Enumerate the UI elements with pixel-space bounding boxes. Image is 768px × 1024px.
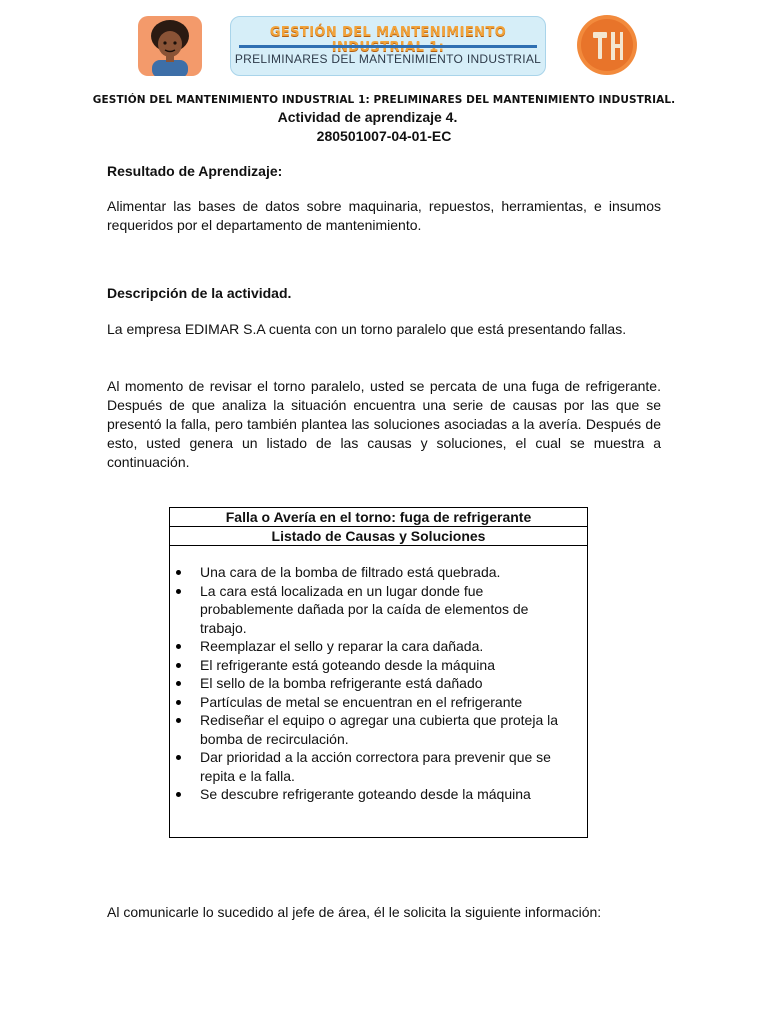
list-item: Se descubre refrigerante goteando desde la máquina — [200, 785, 587, 804]
description-heading: Descripción de la actividad. — [107, 285, 292, 301]
banner-divider — [239, 45, 537, 48]
list-item: Dar prioridad a la acción correctora para prevenir que se repita e la falla. — [200, 748, 587, 785]
learning-outcome-heading: Resultado de Aprendizaje: — [107, 163, 283, 179]
table-body — [170, 546, 587, 837]
list-item: La cara está localizada en un lugar donde fue probablemente dañada por la caída de elementos de trabajo. — [200, 582, 587, 638]
banner-title-top: GESTIÓN DEL MANTENIMIENTO — [269, 25, 507, 40]
list-item: Rediseñar el equipo o agregar una cubierta que proteja la bomba de recirculación. — [200, 711, 587, 748]
description-paragraph-1: La empresa EDIMAR S.A cuenta con un torno paralelo que está presentando fallas. — [107, 321, 627, 337]
learning-outcome-text: Alimentar las bases de datos sobre maquinaria, repuestos, herramientas, e insumos requeridos por el departamento de mantenimiento. — [107, 198, 661, 233]
list-item: Reemplazar el sello y reparar la cara dañada. — [200, 637, 587, 656]
document-header: GESTIÓN DEL MANTENIMIENTO INDUSTRIAL 1: PRELIMINARES DEL MANTENIMIENTO INDUSTRIAL. — [92, 94, 676, 106]
table-header-failure: Falla o Avería en el torno: fuga de refrigerante — [170, 508, 587, 527]
tools-logo-icon — [576, 14, 638, 76]
description-paragraph-2: Al momento de revisar el torno paralelo, usted se percata de una fuga de refrigerante. Después de que analiza la situación encuentra una serie de causas por las que se presentó la falla, pero también plantea las soluciones asociadas a la avería. Después de esto, usted genera un listado de las causas y soluciones, el cual se muestra a continuación. — [107, 378, 661, 470]
document-banner — [0, 0, 768, 90]
banner-title-bottom: PRELIMINARES DEL MANTENIMIENTO INDUSTRIAL — [234, 52, 542, 66]
list-item: El refrigerante está goteando desde la máquina — [200, 656, 587, 675]
activity-title: Actividad de aprendizaje 4. — [277, 109, 458, 125]
closing-paragraph: Al comunicarle lo sucedido al jefe de área, él le solicita la siguiente información: — [107, 904, 602, 920]
causes-solutions-list — [170, 563, 587, 804]
list-item: El sello de la bomba refrigerante está dañado — [200, 674, 587, 693]
activity-code: 280501007-04-01-EC — [316, 128, 452, 144]
table-header-list: Listado de Causas y Soluciones — [170, 527, 587, 546]
course-title-plate — [230, 16, 546, 76]
person-avatar-icon — [138, 16, 202, 76]
list-item: Partículas de metal se encuentran en el refrigerante — [200, 693, 587, 712]
list-item: Una cara de la bomba de filtrado está quebrada. — [200, 563, 587, 582]
causes-solutions-table — [169, 507, 588, 838]
